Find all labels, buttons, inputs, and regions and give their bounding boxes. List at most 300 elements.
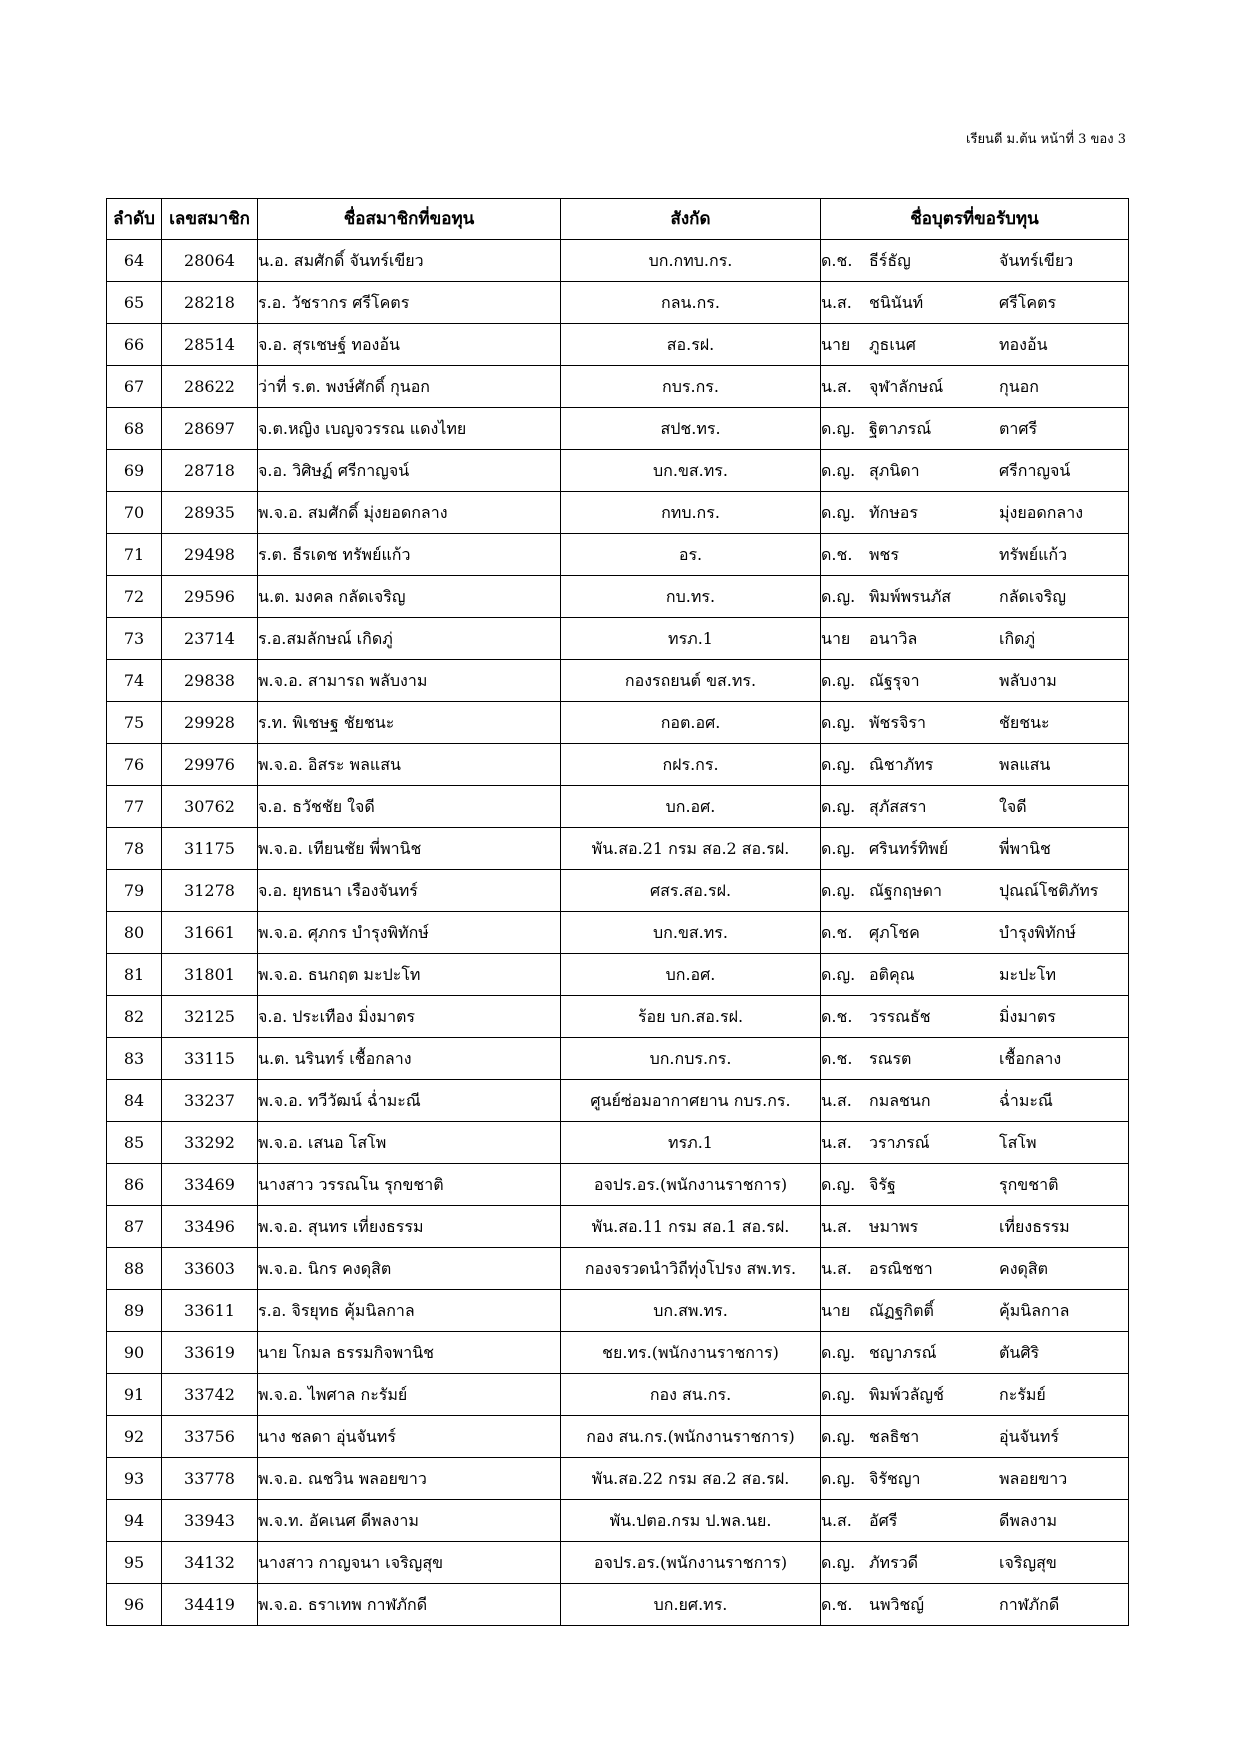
row-order: 77 <box>107 786 162 828</box>
row-unit: พัน.ปตอ.กรม ป.พล.นย. <box>561 1500 821 1542</box>
row-child-name <box>821 912 1129 954</box>
row-member-name: จ.อ. ประเทือง มิ่งมาตร <box>258 996 561 1038</box>
row-unit: สปช.ทร. <box>561 408 821 450</box>
table-row <box>107 744 1129 786</box>
child-first-name: ฐิตาภรณ์ <box>869 418 932 438</box>
table-row <box>107 1374 1129 1416</box>
table-row <box>107 702 1129 744</box>
child-first-name: ชนินันท์ <box>869 292 924 312</box>
child-title: ด.ญ. <box>821 670 856 690</box>
child-first-name: ศรินทร์ทิพย์ <box>869 838 949 858</box>
row-child-name <box>821 1164 1129 1206</box>
child-title: ด.ญ. <box>821 586 856 606</box>
table-row <box>107 1290 1129 1332</box>
row-unit: บก.กบร.กร. <box>561 1038 821 1080</box>
child-first-name: พิมพ์วลัญช์ <box>869 1384 944 1404</box>
child-last-name: ใจดี <box>999 796 1027 816</box>
child-first-name: พิมพ์พรนภัส <box>869 586 952 606</box>
child-title: น.ส. <box>821 1510 852 1530</box>
table-row <box>107 1416 1129 1458</box>
row-member-name: ร.อ. วัชรากร ศรีโคตร <box>258 282 561 324</box>
child-last-name: กุนอก <box>999 376 1039 396</box>
row-order: 84 <box>107 1080 162 1122</box>
child-last-name: เกิดภู่ <box>999 628 1036 648</box>
row-member-id: 33496 <box>162 1206 258 1248</box>
row-order: 74 <box>107 660 162 702</box>
child-last-name: กาฬภักดี <box>999 1594 1060 1614</box>
row-unit: บก.ขส.ทร. <box>561 912 821 954</box>
row-member-name: นางสาว วรรณโน รุกขชาติ <box>258 1164 561 1206</box>
row-member-id: 31278 <box>162 870 258 912</box>
table-row <box>107 408 1129 450</box>
row-member-name: พ.จ.อ. สามารถ พลับงาม <box>258 660 561 702</box>
child-title: ด.ช. <box>821 1048 853 1068</box>
row-unit: พัน.สอ.11 กรม สอ.1 สอ.รฝ. <box>561 1206 821 1248</box>
row-child-name <box>821 1080 1129 1122</box>
child-first-name: ณัฐรุจา <box>869 670 920 690</box>
row-unit: สอ.รฝ. <box>561 324 821 366</box>
row-member-id: 33742 <box>162 1374 258 1416</box>
row-member-name: น.ต. มงคล กลัดเจริญ <box>258 576 561 618</box>
table-row <box>107 660 1129 702</box>
child-first-name: สุภัสสรา <box>869 796 927 816</box>
row-unit: ชย.ทร.(พนักงานราชการ) <box>561 1332 821 1374</box>
table-body <box>107 240 1129 1626</box>
child-last-name: เที่ยงธรรม <box>999 1216 1070 1236</box>
row-unit: กอต.อศ. <box>561 702 821 744</box>
row-child-name <box>821 324 1129 366</box>
row-member-id: 34132 <box>162 1542 258 1584</box>
child-last-name: ฉ่ำมะณี <box>999 1090 1053 1110</box>
row-order: 70 <box>107 492 162 534</box>
row-unit: ศูนย์ซ่อมอากาศยาน กบร.กร. <box>561 1080 821 1122</box>
table-row <box>107 450 1129 492</box>
row-member-name: พ.จ.อ. เสนอ โสโพ <box>258 1122 561 1164</box>
row-order: 94 <box>107 1500 162 1542</box>
row-member-name: นางสาว กาญจนา เจริญสุข <box>258 1542 561 1584</box>
child-last-name: โสโพ <box>999 1132 1037 1152</box>
row-child-name <box>821 1122 1129 1164</box>
row-member-name: น.อ. สมศักดิ์ จันทร์เขียว <box>258 240 561 282</box>
child-first-name: พัชรจิรา <box>869 712 926 732</box>
child-first-name: ชลธิชา <box>869 1426 920 1446</box>
table-row <box>107 618 1129 660</box>
row-unit: กบ.ทร. <box>561 576 821 618</box>
row-order: 73 <box>107 618 162 660</box>
row-member-id: 33603 <box>162 1248 258 1290</box>
row-unit: อร. <box>561 534 821 576</box>
row-member-name: ร.ต. ธีรเดช ทรัพย์แก้ว <box>258 534 561 576</box>
row-member-name: จ.อ. ยุทธนา เรืองจันทร์ <box>258 870 561 912</box>
child-title: ด.ญ. <box>821 880 856 900</box>
table-row <box>107 1584 1129 1626</box>
child-title: ด.ญ. <box>821 1342 856 1362</box>
header-order: ลำดับ <box>107 199 162 240</box>
row-child-name <box>821 1458 1129 1500</box>
child-first-name: ภูธเนศ <box>869 334 916 354</box>
row-member-id: 29498 <box>162 534 258 576</box>
child-last-name: มะปะโท <box>999 964 1057 984</box>
child-first-name: ทักษอร <box>869 502 918 522</box>
row-child-name <box>821 534 1129 576</box>
row-member-id: 34419 <box>162 1584 258 1626</box>
child-first-name: จิรัชญา <box>869 1468 921 1488</box>
row-member-name: จ.ต.หญิง เบญจวรรณ แดงไทย <box>258 408 561 450</box>
child-last-name: ทองอ้น <box>999 334 1048 354</box>
row-order: 87 <box>107 1206 162 1248</box>
row-child-name <box>821 702 1129 744</box>
child-first-name: จุฬาลักษณ์ <box>869 376 944 396</box>
child-title: ด.ญ. <box>821 1426 856 1446</box>
row-member-id: 29838 <box>162 660 258 702</box>
row-unit: ทรภ.1 <box>561 1122 821 1164</box>
child-first-name: รณรต <box>869 1048 912 1068</box>
row-member-id: 28697 <box>162 408 258 450</box>
row-order: 69 <box>107 450 162 492</box>
child-first-name: อรณิชชา <box>869 1258 933 1278</box>
table-row <box>107 1458 1129 1500</box>
row-order: 91 <box>107 1374 162 1416</box>
child-title: น.ส. <box>821 376 852 396</box>
child-title: ด.ช. <box>821 922 853 942</box>
row-member-id: 33778 <box>162 1458 258 1500</box>
table-header-row <box>107 199 1129 240</box>
row-member-id: 31801 <box>162 954 258 996</box>
row-order: 96 <box>107 1584 162 1626</box>
table-row <box>107 1164 1129 1206</box>
row-unit: กฝร.กร. <box>561 744 821 786</box>
row-unit: กอง สน.กร.(พนักงานราชการ) <box>561 1416 821 1458</box>
child-last-name: ชัยชนะ <box>999 712 1050 732</box>
child-title: น.ส. <box>821 1090 852 1110</box>
page-header: เรียนดี ม.ต้น หน้าที่ 3 ของ 3 <box>966 132 1126 147</box>
row-member-id: 31175 <box>162 828 258 870</box>
table-row <box>107 1038 1129 1080</box>
row-child-name <box>821 1374 1129 1416</box>
row-child-name <box>821 1038 1129 1080</box>
header-unit: สังกัด <box>561 199 821 240</box>
row-child-name <box>821 618 1129 660</box>
row-member-id: 23714 <box>162 618 258 660</box>
row-unit: บก.ยศ.ทร. <box>561 1584 821 1626</box>
row-child-name <box>821 408 1129 450</box>
row-unit: บก.ขส.ทร. <box>561 450 821 492</box>
row-member-id: 28718 <box>162 450 258 492</box>
row-member-id: 33756 <box>162 1416 258 1458</box>
table-row <box>107 366 1129 408</box>
child-first-name: ณิชาภัทร <box>869 754 934 774</box>
table-row <box>107 912 1129 954</box>
header-member-id: เลขสมาชิก <box>162 199 258 240</box>
row-member-name: ร.อ. จิรยุทธ คุ้มนิลกาล <box>258 1290 561 1332</box>
child-title: ด.ญ. <box>821 460 856 480</box>
row-member-id: 33943 <box>162 1500 258 1542</box>
row-unit: อจปร.อร.(พนักงานราชการ) <box>561 1164 821 1206</box>
row-order: 72 <box>107 576 162 618</box>
row-unit: ร้อย บก.สอ.รฝ. <box>561 996 821 1038</box>
child-title: ด.ญ. <box>821 964 856 984</box>
row-child-name <box>821 366 1129 408</box>
child-last-name: พลับงาม <box>999 670 1057 690</box>
child-last-name: บำรุงพิทักษ์ <box>999 922 1076 942</box>
row-unit: พัน.สอ.22 กรม สอ.2 สอ.รฝ. <box>561 1458 821 1500</box>
row-order: 71 <box>107 534 162 576</box>
header-child-name: ชื่อบุตรที่ขอรับทุน <box>821 199 1129 240</box>
row-member-name: ร.อ.สมลักษณ์ เกิดภู่ <box>258 618 561 660</box>
child-last-name: อุ่นจันทร์ <box>999 1426 1059 1446</box>
child-last-name: พลอยขาว <box>999 1468 1068 1488</box>
child-last-name: ตันศิริ <box>999 1342 1040 1362</box>
child-last-name: มิ่งมาตร <box>999 1006 1056 1026</box>
child-first-name: ษมาพร <box>869 1216 919 1236</box>
row-member-id: 32125 <box>162 996 258 1038</box>
child-title: ด.ญ. <box>821 1468 856 1488</box>
table-row <box>107 324 1129 366</box>
child-title: ด.ช. <box>821 544 853 564</box>
row-order: 85 <box>107 1122 162 1164</box>
table-row <box>107 240 1129 282</box>
row-child-name <box>821 786 1129 828</box>
child-title: ด.ญ. <box>821 712 856 732</box>
row-order: 75 <box>107 702 162 744</box>
child-last-name: พลแสน <box>999 754 1051 774</box>
child-first-name: สุภนิดา <box>869 460 920 480</box>
child-last-name: ปุณณ์โชติภัทร <box>999 880 1099 900</box>
row-child-name <box>821 576 1129 618</box>
child-last-name: ดีพลงาม <box>999 1510 1058 1530</box>
row-order: 82 <box>107 996 162 1038</box>
scholarship-table <box>106 198 1129 1626</box>
child-last-name: มุ่งยอดกลาง <box>999 502 1084 522</box>
child-title: ด.ช. <box>821 1594 853 1614</box>
header-member-name: ชื่อสมาชิกที่ขอทุน <box>258 199 561 240</box>
table-row <box>107 1332 1129 1374</box>
table-row <box>107 1542 1129 1584</box>
row-child-name <box>821 954 1129 996</box>
child-title: นาย <box>821 1300 851 1320</box>
row-member-id: 29596 <box>162 576 258 618</box>
table-row <box>107 534 1129 576</box>
row-member-id: 33611 <box>162 1290 258 1332</box>
table-row <box>107 954 1129 996</box>
child-title: ด.ญ. <box>821 754 856 774</box>
table-row <box>107 1122 1129 1164</box>
row-order: 79 <box>107 870 162 912</box>
child-first-name: อติคุณ <box>869 964 915 984</box>
row-order: 93 <box>107 1458 162 1500</box>
row-unit: พัน.สอ.21 กรม สอ.2 สอ.รฝ. <box>561 828 821 870</box>
child-last-name: เชื้อกลาง <box>999 1048 1062 1068</box>
table-row <box>107 492 1129 534</box>
row-child-name <box>821 240 1129 282</box>
row-unit: อจปร.อร.(พนักงานราชการ) <box>561 1542 821 1584</box>
table-row <box>107 282 1129 324</box>
row-member-id: 33292 <box>162 1122 258 1164</box>
child-title: ด.ญ. <box>821 1174 856 1194</box>
row-order: 89 <box>107 1290 162 1332</box>
row-member-name: พ.จ.อ. อิสระ พลแสน <box>258 744 561 786</box>
row-order: 64 <box>107 240 162 282</box>
row-child-name <box>821 660 1129 702</box>
row-member-name: พ.จ.อ. ธราเทพ กาฬภักดี <box>258 1584 561 1626</box>
table-row <box>107 870 1129 912</box>
row-unit: กบร.กร. <box>561 366 821 408</box>
child-last-name: ศรีโคตร <box>999 292 1057 312</box>
row-order: 92 <box>107 1416 162 1458</box>
row-member-name: พ.จ.ท. อัคเนศ ดีพลงาม <box>258 1500 561 1542</box>
child-first-name: ชญาภรณ์ <box>869 1342 937 1362</box>
child-first-name: ณัฐกฤษดา <box>869 880 942 900</box>
table-row <box>107 576 1129 618</box>
child-title: นาย <box>821 334 851 354</box>
row-order: 80 <box>107 912 162 954</box>
child-title: ด.ญ. <box>821 1552 856 1572</box>
child-last-name: เจริญสุข <box>999 1552 1057 1572</box>
child-last-name: คงดุสิต <box>999 1258 1049 1278</box>
row-child-name <box>821 1500 1129 1542</box>
child-title: ด.ญ. <box>821 502 856 522</box>
row-child-name <box>821 828 1129 870</box>
row-member-name: ร.ท. พิเชษฐ ชัยชนะ <box>258 702 561 744</box>
table-row <box>107 1206 1129 1248</box>
row-unit: บก.สพ.ทร. <box>561 1290 821 1332</box>
row-member-name: ว่าที่ ร.ต. พงษ์ศักดิ์ กุนอก <box>258 366 561 408</box>
table-row <box>107 828 1129 870</box>
table-row <box>107 786 1129 828</box>
child-title: น.ส. <box>821 1132 852 1152</box>
row-member-name: จ.อ. ธวัชชัย ใจดี <box>258 786 561 828</box>
child-title: ด.ช. <box>821 1006 853 1026</box>
row-member-id: 29928 <box>162 702 258 744</box>
row-child-name <box>821 282 1129 324</box>
row-member-id: 33619 <box>162 1332 258 1374</box>
row-member-name: พ.จ.อ. ทวีวัฒน์ ฉ่ำมะณี <box>258 1080 561 1122</box>
row-member-name: พ.จ.อ. สุนทร เที่ยงธรรม <box>258 1206 561 1248</box>
row-member-name: พ.จ.อ. ณชวิน พลอยขาว <box>258 1458 561 1500</box>
row-child-name <box>821 1332 1129 1374</box>
table-row <box>107 1248 1129 1290</box>
row-member-id: 33237 <box>162 1080 258 1122</box>
row-child-name <box>821 1416 1129 1458</box>
row-member-id: 28514 <box>162 324 258 366</box>
row-member-name: พ.จ.อ. ศุภกร บำรุงพิทักษ์ <box>258 912 561 954</box>
row-member-id: 30762 <box>162 786 258 828</box>
row-unit: กลน.กร. <box>561 282 821 324</box>
row-member-id: 28622 <box>162 366 258 408</box>
child-first-name: พชร <box>869 544 899 564</box>
child-first-name: นพวิชญ์ <box>869 1594 924 1614</box>
child-last-name: พี่พานิช <box>999 838 1051 858</box>
child-last-name: ศรีกาญจน์ <box>999 460 1071 480</box>
row-member-id: 33115 <box>162 1038 258 1080</box>
child-first-name: จิรัฐ <box>869 1174 896 1194</box>
row-unit: กอง สน.กร. <box>561 1374 821 1416</box>
row-child-name <box>821 870 1129 912</box>
child-title: นาย <box>821 628 851 648</box>
child-title: น.ส. <box>821 1216 852 1236</box>
row-order: 81 <box>107 954 162 996</box>
row-member-name: จ.อ. วิศิษฏ์ ศรีกาญจน์ <box>258 450 561 492</box>
child-first-name: อัศรี <box>869 1510 898 1530</box>
child-title: ด.ญ. <box>821 796 856 816</box>
row-unit: กองรถยนต์ ขส.ทร. <box>561 660 821 702</box>
row-unit: บก.อศ. <box>561 954 821 996</box>
row-unit: กองจรวดนำวิถีทุ่งโปรง สพ.ทร. <box>561 1248 821 1290</box>
child-first-name: อนาวิล <box>869 628 918 648</box>
row-unit: บก.อศ. <box>561 786 821 828</box>
row-child-name <box>821 1248 1129 1290</box>
child-first-name: ศุภโชค <box>869 922 920 942</box>
child-title: ด.ช. <box>821 250 853 270</box>
row-member-name: พ.จ.อ. นิกร คงดุสิต <box>258 1248 561 1290</box>
child-first-name: ธีร์ธัญ <box>869 250 911 270</box>
row-unit: กทบ.กร. <box>561 492 821 534</box>
row-member-name: นาย โกมล ธรรมกิจพานิช <box>258 1332 561 1374</box>
row-child-name <box>821 1584 1129 1626</box>
row-order: 68 <box>107 408 162 450</box>
row-child-name <box>821 450 1129 492</box>
row-member-id: 28935 <box>162 492 258 534</box>
table-row <box>107 1500 1129 1542</box>
table-row <box>107 1080 1129 1122</box>
row-order: 67 <box>107 366 162 408</box>
row-order: 66 <box>107 324 162 366</box>
row-order: 90 <box>107 1332 162 1374</box>
row-order: 65 <box>107 282 162 324</box>
child-first-name: ณัฏฐกิตติ์ <box>869 1300 934 1320</box>
child-title: ด.ญ. <box>821 418 856 438</box>
child-first-name: วราภรณ์ <box>869 1132 930 1152</box>
child-last-name: คุ้มนิลกาล <box>999 1300 1070 1320</box>
child-first-name: วรรณธัช <box>869 1006 931 1026</box>
row-order: 95 <box>107 1542 162 1584</box>
row-member-name: พ.จ.อ. สมศักดิ์ มุ่งยอดกลาง <box>258 492 561 534</box>
row-member-name: พ.จ.อ. เทียนชัย พี่พานิช <box>258 828 561 870</box>
row-member-id: 28064 <box>162 240 258 282</box>
row-child-name <box>821 1542 1129 1584</box>
child-title: น.ส. <box>821 1258 852 1278</box>
row-order: 76 <box>107 744 162 786</box>
child-title: ด.ญ. <box>821 838 856 858</box>
row-unit: ทรภ.1 <box>561 618 821 660</box>
table-row <box>107 996 1129 1038</box>
row-order: 88 <box>107 1248 162 1290</box>
row-unit: ศสร.สอ.รฝ. <box>561 870 821 912</box>
row-child-name <box>821 996 1129 1038</box>
row-member-name: น.ต. นรินทร์ เชื้อกลาง <box>258 1038 561 1080</box>
row-member-id: 29976 <box>162 744 258 786</box>
row-child-name <box>821 744 1129 786</box>
row-member-id: 31661 <box>162 912 258 954</box>
row-unit: บก.กทบ.กร. <box>561 240 821 282</box>
child-first-name: กมลชนก <box>869 1090 931 1110</box>
child-first-name: ภัทรวดี <box>869 1552 919 1572</box>
row-child-name <box>821 1290 1129 1332</box>
row-order: 86 <box>107 1164 162 1206</box>
child-last-name: กะรัมย์ <box>999 1384 1046 1404</box>
row-member-name: นาง ชลดา อุ่นจันทร์ <box>258 1416 561 1458</box>
child-title: น.ส. <box>821 292 852 312</box>
row-member-name: พ.จ.อ. ธนกฤต มะปะโท <box>258 954 561 996</box>
child-last-name: รุกขชาติ <box>999 1174 1059 1194</box>
child-last-name: จันทร์เขียว <box>999 250 1074 270</box>
child-last-name: ตาศรี <box>999 418 1038 438</box>
row-order: 83 <box>107 1038 162 1080</box>
child-title: ด.ญ. <box>821 1384 856 1404</box>
row-child-name <box>821 1206 1129 1248</box>
child-last-name: กลัดเจริญ <box>999 586 1066 606</box>
row-member-id: 28218 <box>162 282 258 324</box>
